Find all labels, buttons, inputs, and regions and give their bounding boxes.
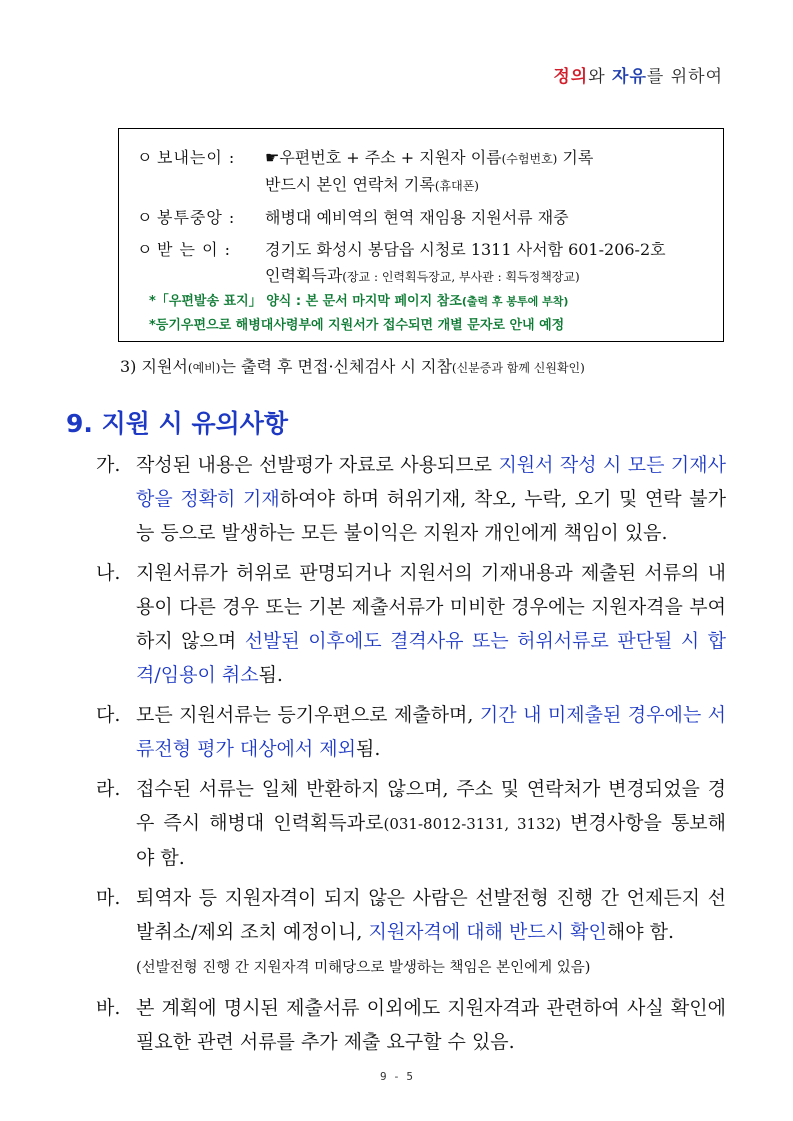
note1-text: *「우편발송 표지」 양식 : 본 문서 마지막 페이지 참조 xyxy=(149,294,462,309)
item-text: 모든 지원서류는 등기우편으로 제출하며, xyxy=(136,704,480,726)
item-marker: 가. xyxy=(96,454,121,476)
recipient-row xyxy=(137,237,713,263)
motto-part: 와 xyxy=(588,67,613,87)
recipient-line2: 인력획득과 xyxy=(265,266,343,285)
sender-line2: 반드시 본인 연락처 기록 xyxy=(265,175,435,194)
page-number: 9 - 5 xyxy=(379,1070,414,1083)
item-text: 본 계획에 명시된 제출서류 이외에도 지원자격과 관련하여 사실 확인에 필요한 관련 서류를 추가 제출 요구할 수 있음. xyxy=(136,997,726,1053)
item-text: 변경사항을 통보해야 함. xyxy=(136,812,727,869)
sender-line1: 우편번호 + 주소 + 지원자 이름 xyxy=(279,148,502,167)
list-item xyxy=(96,556,726,692)
item-body xyxy=(136,772,726,875)
recipient-line1: 경기도 화성시 봉담읍 시청로 1311 사서함 601-206-2호 xyxy=(265,240,666,259)
hand-icon: ☛ xyxy=(265,148,280,167)
item3-small2: (신분증과 함께 신원확인) xyxy=(451,361,585,375)
item-emphasis: 지원서 작성 시 모든 기재사항을 정확히 기재 xyxy=(136,454,726,510)
item-text: 접수된 서류는 일체 반환하지 않으며, 주소 및 연락처가 변경되었을 경우 즉시 해병대 인력획득과로 xyxy=(136,778,726,834)
item-text: 퇴역자 등 지원자격이 되지 않은 사람은 선발전형 진행 간 언제든지 선발취소/제외 조치 예정이니, xyxy=(136,887,726,943)
item-emphasis: 선발된 이후에도 결격사유 또는 허위서류로 판단될 시 합격/임용이 취소 xyxy=(136,630,726,686)
item-marker: 마. xyxy=(96,887,121,909)
sender-label: 보내는이 : xyxy=(157,148,236,167)
item-marker: 라. xyxy=(96,778,121,800)
item-body xyxy=(136,698,726,766)
list-item xyxy=(96,698,726,766)
item3-text2: 는 출력 후 면접·신체검사 시 지참 xyxy=(220,357,452,376)
mailing-instructions-box xyxy=(118,128,724,342)
item-text: 됨. xyxy=(356,738,381,760)
recipient-row-cont xyxy=(137,263,713,290)
recipient-line2-small: (장교 : 인력획득장교, 부사관 : 획득정책장교) xyxy=(342,270,580,284)
item-marker: 다. xyxy=(96,704,121,726)
item-body xyxy=(136,448,726,550)
note1-small: (출력 후 봉투에 부착) xyxy=(461,295,569,308)
envelope-row xyxy=(137,205,713,231)
sender-line1-small: (수험번호) xyxy=(501,152,558,166)
item-text: 하여야 하며 허위기재, 착오, 누락, 오기 및 연락 불가능 등으로 발생하는 모든 불이익은 지원자 개인에게 책임이 있음. xyxy=(136,488,726,544)
envelope-text: 해병대 예비역의 현역 재임용 지원서류 재중 xyxy=(265,208,569,227)
item-3 xyxy=(120,354,585,377)
bullet: ㅇ xyxy=(137,240,153,259)
sender-row xyxy=(137,145,713,172)
motto-part: 를 위하여 xyxy=(646,67,723,87)
list-item xyxy=(96,448,726,550)
item-marker: 나. xyxy=(96,562,121,584)
note-cover-sheet xyxy=(137,290,713,314)
recipient-label: 받 는 이 : xyxy=(157,240,232,259)
item-emphasis: 지원자격에 대해 반드시 확인 xyxy=(368,921,607,943)
item-body xyxy=(136,881,726,985)
list-item xyxy=(96,881,726,985)
item-text: 지원서류가 허위로 판명되거나 지원서의 기재내용과 제출된 서류의 내용이 다른 경우 또는 기본 제출서류가 미비한 경우에는 지원자격을 부여하지 않으며 xyxy=(136,562,726,652)
item-body xyxy=(136,556,726,692)
bullet: ㅇ xyxy=(137,148,153,167)
item-emphasis: 기간 내 미제출된 경우에는 서류전형 평가 대상에서 제외 xyxy=(136,704,726,760)
note-registered-mail: *등기우편으로 해병대사령부에 지원서가 접수되면 개별 문자로 안내 예정 xyxy=(149,318,565,333)
item3-small1: (예비) xyxy=(187,361,221,375)
item-text: 작성된 내용은 선발평가 자료로 사용되므로 xyxy=(136,454,499,476)
motto-part: 정의 xyxy=(553,67,589,87)
header-motto xyxy=(553,62,723,87)
list-item xyxy=(96,772,726,875)
motto-part: 자유 xyxy=(612,67,647,87)
list-item xyxy=(96,991,726,1059)
sender-line2-small: (휴대폰) xyxy=(434,179,479,193)
item-body xyxy=(136,991,726,1059)
item-marker: 바. xyxy=(96,997,121,1019)
precautions-list xyxy=(96,448,726,1065)
item3-text: 3) 지원서 xyxy=(120,357,188,376)
item-text: 해야 함. xyxy=(606,921,674,943)
item-subnote: (선발전형 진행 간 지원자격 미해당으로 발생하는 책임은 본인에게 있음) xyxy=(136,960,591,976)
sender-line1-end: 기록 xyxy=(557,148,594,167)
bullet: ㅇ xyxy=(137,208,153,227)
envelope-label: 봉투중앙 : xyxy=(157,208,236,227)
section-heading: 9. 지원 시 유의사항 xyxy=(66,409,289,438)
item-text: 됨. xyxy=(258,664,283,686)
phone-number: (031-8012-3131, 3132) xyxy=(383,815,562,833)
sender-row-cont xyxy=(137,172,713,199)
sender-text xyxy=(265,145,713,172)
